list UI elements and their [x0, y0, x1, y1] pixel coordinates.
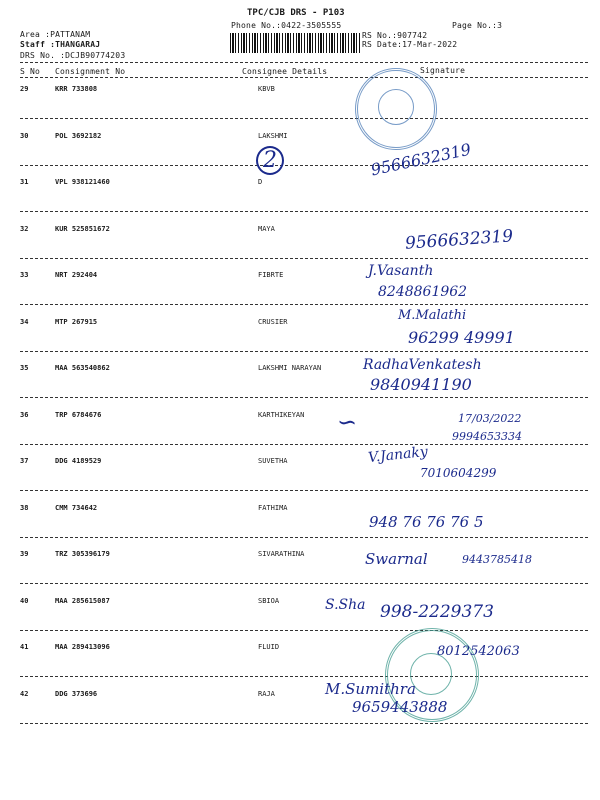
row-sno: 29: [20, 85, 29, 93]
row-sno: 35: [20, 364, 29, 372]
staff-label: Staff :: [20, 40, 56, 49]
rs-date: RS Date:17-Mar-2022: [362, 40, 458, 49]
row-sno: 39: [20, 550, 29, 558]
sig-35-name: RadhaVenkatesh: [363, 357, 482, 373]
row-consignment-no: POL 3692182: [55, 131, 102, 140]
row-consignee: FIBRTE: [258, 271, 284, 279]
row-consignment-no: KRR 733808: [55, 85, 98, 93]
row-divider: [20, 444, 588, 445]
sig-42-phone: 9659443888: [352, 698, 448, 716]
sig-36-phone: 9994653334: [452, 430, 522, 443]
staff-name: THANGARAJ: [55, 40, 101, 49]
header-divider: [20, 62, 588, 63]
sig-33-phone: 8248861962: [378, 284, 468, 300]
row-consignee: FATHIMA: [258, 503, 288, 512]
row-consignee: LAKSHMI: [258, 131, 288, 140]
row-consignment-no: TRZ 305396179: [55, 550, 110, 558]
sig-40-phone: 998-2229373: [380, 602, 494, 622]
sig-36-mark: ∽: [337, 408, 358, 436]
sig-34-phone: 96299 49991: [408, 328, 515, 347]
sig-32-phone: 9566632319: [404, 226, 514, 254]
area-label: Area :PATTANAM: [20, 30, 91, 39]
sig-31-phone: 9566632319: [369, 139, 473, 180]
row-sno: 30: [20, 131, 29, 140]
row-consignment-no: MTP 267915: [55, 317, 98, 326]
row-consignee: SUVETHA: [258, 457, 288, 465]
row-consignment-no: TRP 6784676: [55, 410, 102, 419]
row-consignee: KARTHIKEYAN: [258, 410, 305, 419]
staff-row: [20, 40, 100, 49]
col-consignee: Consignee Details: [242, 67, 328, 76]
row-consignee: SIVARATHINA: [258, 550, 305, 558]
sig-37-name: V.Janaky: [367, 443, 429, 467]
barcode-image: [230, 33, 360, 53]
columns-divider: [20, 77, 588, 78]
row-consignee: LAKSHMI NARAYAN: [258, 364, 322, 372]
row-consignee: KBVB: [258, 85, 275, 93]
row-divider: [20, 211, 588, 212]
phone-number: Phone No.:0422-3505555: [231, 21, 342, 30]
row-consignee: CRUSIER: [258, 317, 288, 326]
row-sno: 42: [20, 689, 29, 698]
row-consignment-no: MAA 563540862: [55, 364, 110, 372]
row-sno: 31: [20, 178, 29, 186]
row-divider: [20, 304, 588, 305]
row-consignee: RAJA: [258, 689, 275, 698]
row-sno: 37: [20, 457, 29, 465]
col-sno: S No: [20, 67, 41, 76]
sig-38-phone: 948 76 76 76 5: [369, 513, 484, 531]
sig-36-date: 17/03/2022: [458, 412, 522, 425]
sig-40-name: S.Sha: [325, 597, 366, 613]
row-divider: [20, 118, 588, 119]
rs-number: RS No.:907742: [362, 31, 428, 40]
row-sno: 33: [20, 271, 29, 279]
round-stamp-top: [355, 68, 437, 150]
sig-42-name: M.Sumithra: [325, 680, 416, 698]
sig-30-circled-number: 2: [256, 148, 284, 173]
row-consignee: FLUID: [258, 643, 280, 651]
row-sno: 40: [20, 596, 29, 605]
row-sno: 36: [20, 410, 29, 419]
row-sno: 34: [20, 317, 29, 326]
row-divider: [20, 537, 588, 538]
row-divider: [20, 165, 588, 166]
row-consignment-no: CMM 734642: [55, 503, 98, 512]
row-divider: [20, 490, 588, 491]
row-divider: [20, 676, 588, 677]
row-consignment-no: MAA 285615087: [55, 596, 110, 605]
sig-34-name: M.Malathi: [398, 308, 467, 323]
row-consignment-no: VPL 938121460: [55, 178, 110, 186]
row-sno: 41: [20, 643, 29, 651]
sig-35-phone: 9840941190: [370, 375, 472, 394]
page-title: TPC/CJB DRS - P103: [247, 8, 345, 18]
row-divider: [20, 397, 588, 398]
row-consignment-no: MAA 289413096: [55, 643, 110, 651]
col-consignment: Consignment No: [55, 67, 126, 76]
sig-33-name: J.Vasanth: [368, 263, 434, 279]
row-consignee: D: [258, 178, 263, 186]
row-consignment-no: NRT 292404: [55, 271, 98, 279]
row-divider: [20, 723, 588, 724]
sig-41-phone: 8012542063: [437, 644, 520, 659]
row-sno: 32: [20, 224, 29, 233]
row-divider: [20, 258, 588, 259]
row-divider: [20, 630, 588, 631]
row-divider: [20, 351, 588, 352]
page-number: Page No.:3: [452, 21, 503, 30]
drs-number: DRS No. :DCJB90774203: [20, 51, 126, 60]
row-consignee: MAYA: [258, 224, 275, 233]
row-consignment-no: DDG 4189529: [55, 457, 102, 465]
col-signature: Signature: [420, 66, 466, 75]
row-consignment-no: DDG 373696: [55, 689, 98, 698]
sig-39-phone: 9443785418: [462, 553, 532, 566]
row-consignee: SBIOA: [258, 596, 280, 605]
row-consignment-no: KUR 525851672: [55, 224, 110, 233]
sig-39-name: Swarnal: [365, 550, 428, 568]
row-sno: 38: [20, 503, 29, 512]
row-divider: [20, 583, 588, 584]
sig-37-phone: 7010604299: [420, 466, 497, 480]
